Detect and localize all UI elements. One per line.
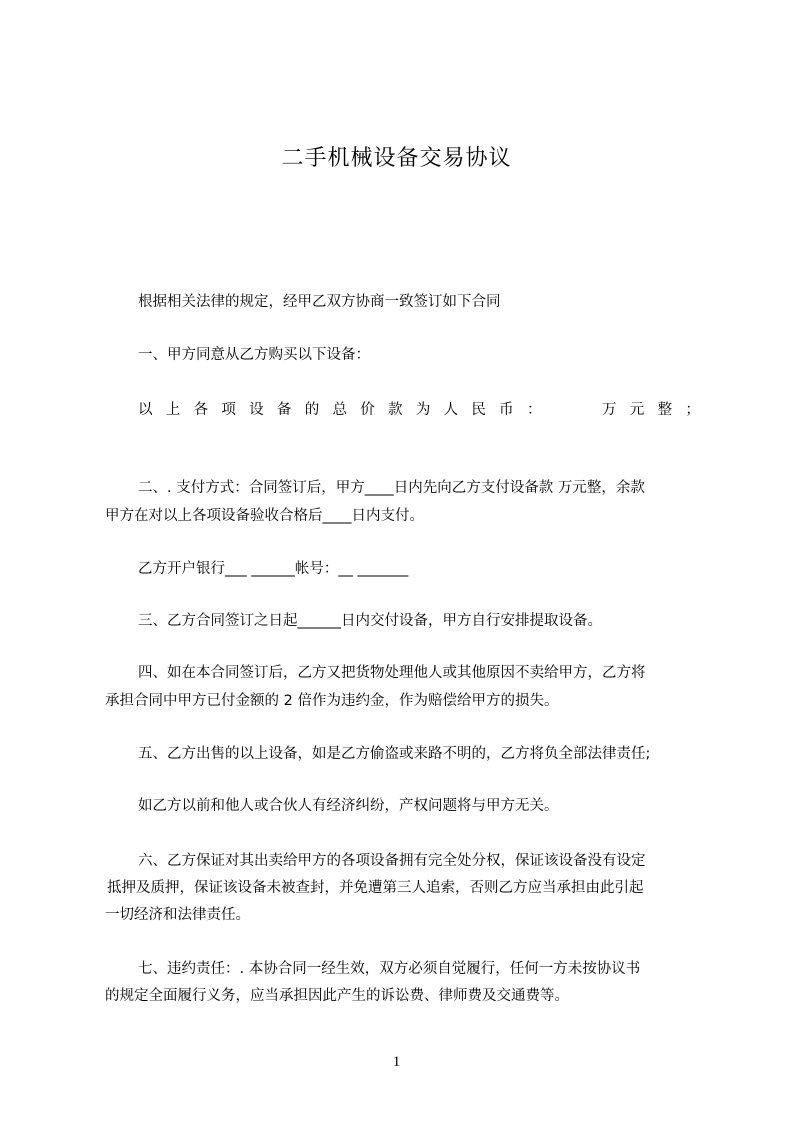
total-char: 的 <box>304 402 320 418</box>
blank-space <box>555 398 589 419</box>
section-5: 五、乙方出售的以上设备，如是乙方偷盗或来路不明的，乙方将负全部法律责任; <box>138 746 651 762</box>
total-char: 人 <box>443 402 459 418</box>
page-number: 1 <box>392 1054 401 1070</box>
section-1-heading: 一、甲方同意从乙方购买以下设备： <box>138 347 370 363</box>
bank-account-line: 乙方开户银行___ ______帐号：__ _______ <box>138 561 409 577</box>
total-char: 款 <box>388 402 403 418</box>
total-char: 以 <box>138 402 153 418</box>
section-7-line-1: 七、违约责任：. 本协合同一经生效，双方必须自觉履行，任何一方未按协议书 <box>138 961 641 977</box>
total-price-line <box>138 398 700 419</box>
document-title: 二手机械设备交易协议 <box>281 146 512 171</box>
section-3: 三、乙方合同签订之日起______日内交付设备，甲方自行安排提取设备。 <box>138 613 602 629</box>
total-char: 项 <box>221 402 236 418</box>
section-7-line-2: 的规定全面履行义务，应当承担因此产生的诉讼费、律师费及交通费等。 <box>105 988 569 1004</box>
section-4-line-2: 承担合同中甲方已付金额的 2 倍作为违约金，作为赔偿给甲方的损失。 <box>105 693 559 709</box>
total-char: 备 <box>276 402 292 418</box>
total-char: 设 <box>249 402 264 418</box>
section-5-continued: 如乙方以前和他人或合伙人有经济纠纷，产权问题将与甲方无关。 <box>138 798 559 814</box>
total-char: ： <box>526 402 542 418</box>
total-char: 为 <box>415 402 431 418</box>
total-char: ； <box>685 402 700 418</box>
total-char: 价 <box>360 402 375 418</box>
total-char: 民 <box>471 402 486 418</box>
intro-paragraph: 根据相关法律的规定，经甲乙双方协商一致签订如下合同 <box>138 294 501 310</box>
total-char: 总 <box>332 402 347 418</box>
section-2-line-2: 甲方在对以上各项设备验收合格后____日内支付。 <box>105 508 424 524</box>
total-char: 币 <box>499 402 514 418</box>
section-4-line-1: 四、如在本合同签订后，乙方又把货物处理他人或其他原因不卖给甲方，乙方将 <box>138 665 646 681</box>
total-char: 上 <box>165 402 181 418</box>
section-6-line-1: 六、乙方保证对其出卖给甲方的各项设备拥有完全处分权，保证该设备没有设定 <box>138 853 646 869</box>
section-6-line-3: 一切经济和法律责任。 <box>105 907 250 923</box>
section-2-line-1: 二、. 支付方式：合同签订后，甲方____日内先向乙方支付设备款 万元整，余款 <box>138 480 645 496</box>
section-6-line-2: 抵押及质押，保证该设备未被查封，并免遭第三人追索，否则乙方应当承担由此引起 <box>107 880 644 896</box>
total-char: 各 <box>193 402 209 418</box>
total-char: 整 <box>657 402 673 418</box>
total-char: 元 <box>629 402 645 418</box>
total-char: 万 <box>602 402 617 418</box>
